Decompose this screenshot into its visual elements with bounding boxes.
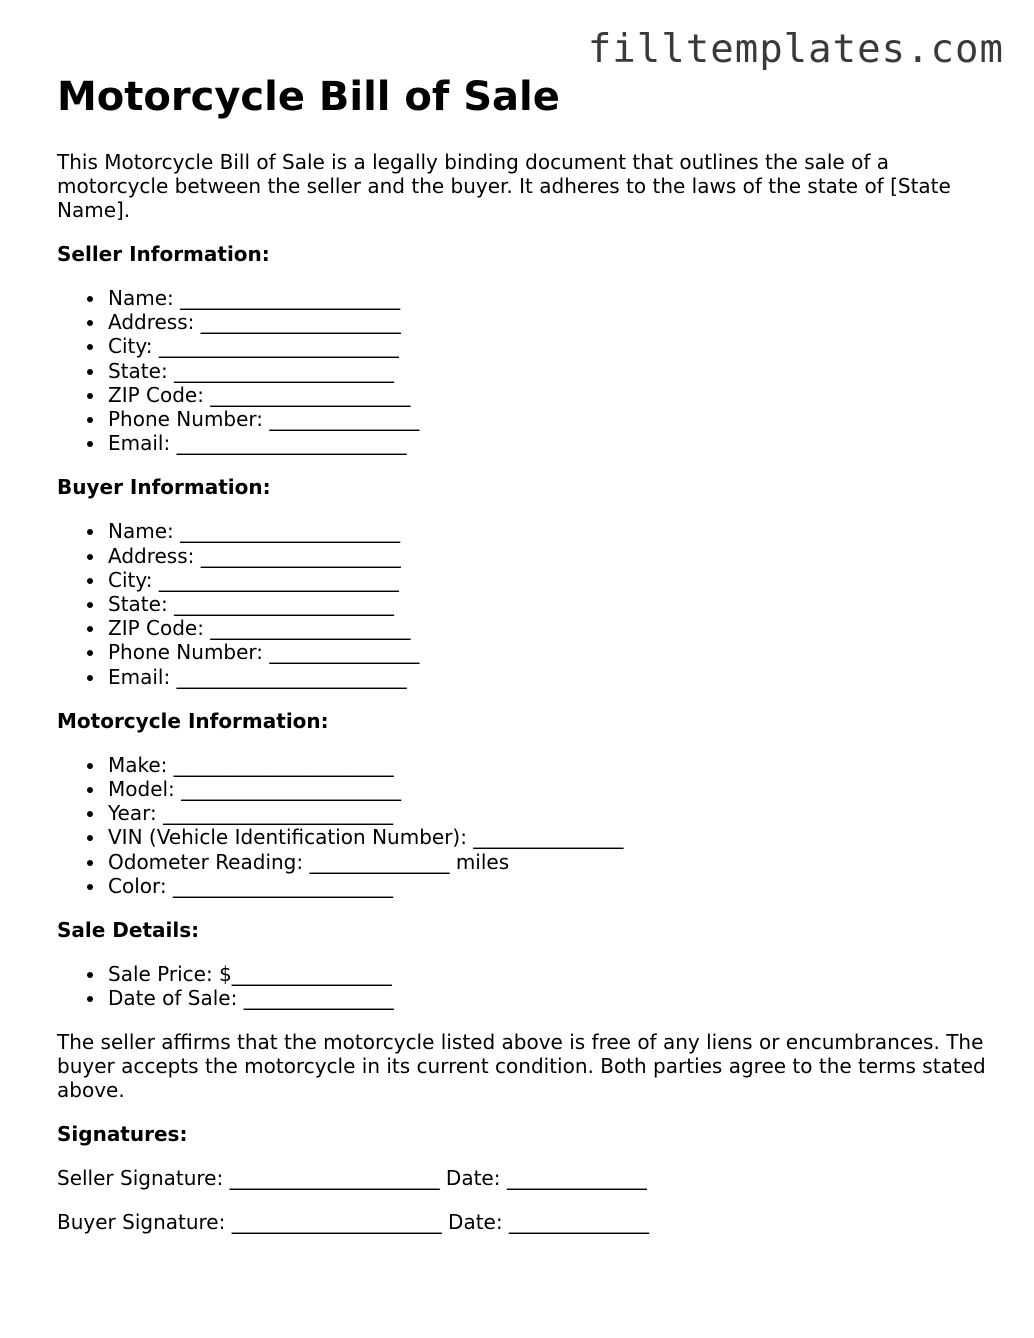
document bbox=[57, 72, 987, 1234]
buyer-name-field: Name: ______________________ bbox=[108, 519, 987, 543]
buyer-email-field: Email: _______________________ bbox=[108, 665, 987, 689]
motorcycle-vin-field: VIN (Vehicle Identification Number): _______________ bbox=[108, 825, 987, 849]
buyer-field-list bbox=[57, 519, 987, 688]
sale-section-heading: Sale Details: bbox=[57, 918, 200, 943]
sale-date-field: Date of Sale: _______________ bbox=[108, 986, 987, 1010]
watermark: filltemplates.com bbox=[587, 27, 1004, 72]
seller-email-field: Email: _______________________ bbox=[108, 431, 987, 455]
seller-address-field: Address: ____________________ bbox=[108, 310, 987, 334]
motorcycle-make-field: Make: ______________________ bbox=[108, 753, 987, 777]
motorcycle-model-field: Model: ______________________ bbox=[108, 777, 987, 801]
page-title: Motorcycle Bill of Sale bbox=[57, 74, 560, 120]
buyer-address-field: Address: ____________________ bbox=[108, 544, 987, 568]
buyer-state-field: State: ______________________ bbox=[108, 592, 987, 616]
seller-zip-field: ZIP Code: ____________________ bbox=[108, 383, 987, 407]
seller-section-heading: Seller Information: bbox=[57, 242, 270, 266]
seller-city-field: City: ________________________ bbox=[108, 334, 987, 358]
buyer-zip-field: ZIP Code: ____________________ bbox=[108, 616, 987, 640]
seller-signature-line: Seller Signature: _____________________ Date: ______________ bbox=[57, 1166, 647, 1191]
buyer-section-heading: Buyer Information: bbox=[57, 475, 271, 500]
sale-field-list bbox=[57, 962, 987, 1010]
seller-name-field: Name: ______________________ bbox=[108, 286, 987, 310]
intro-paragraph: This Motorcycle Bill of Sale is a legally binding document that outlines the sale of a motorcycle between the seller and the buyer. It adheres to the laws of the state of [State Name]. bbox=[57, 150, 951, 222]
buyer-city-field: City: ________________________ bbox=[108, 568, 987, 592]
seller-state-field: State: ______________________ bbox=[108, 359, 987, 383]
motorcycle-odometer-field: Odometer Reading: ______________ miles bbox=[108, 850, 987, 874]
buyer-phone-field: Phone Number: _______________ bbox=[108, 640, 987, 664]
motorcycle-field-list bbox=[57, 753, 987, 898]
motorcycle-color-field: Color: ______________________ bbox=[108, 874, 987, 898]
motorcycle-year-field: Year: _______________________ bbox=[108, 801, 987, 825]
buyer-signature-line: Buyer Signature: _____________________ Date: ______________ bbox=[57, 1210, 649, 1235]
seller-field-list bbox=[57, 286, 987, 455]
signatures-section-heading: Signatures: bbox=[57, 1122, 188, 1147]
closing-paragraph: The seller affirms that the motorcycle listed above is free of any liens or encumbrances. The buyer accepts the motorcycle in its current condition. Both parties agree to the terms stated above. bbox=[57, 1030, 986, 1103]
motorcycle-section-heading: Motorcycle Information: bbox=[57, 708, 329, 733]
seller-phone-field: Phone Number: _______________ bbox=[108, 407, 987, 431]
sale-price-field: Sale Price: $________________ bbox=[108, 962, 987, 986]
